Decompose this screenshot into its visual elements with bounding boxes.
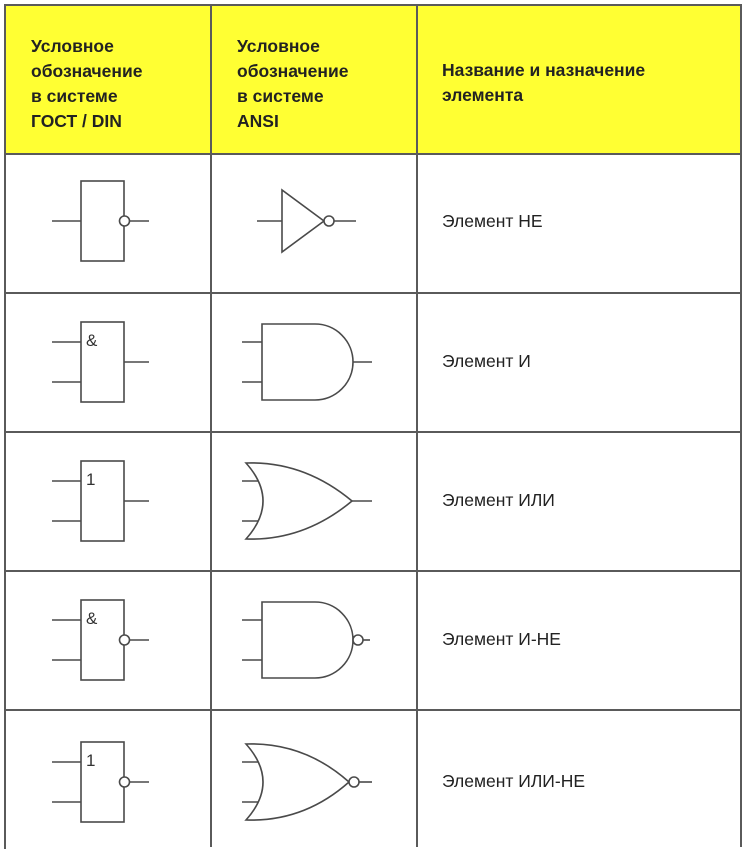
ansi-symbol-cell (212, 711, 418, 847)
logic-elements-table (4, 4, 742, 849)
gost-nor-symbol-icon (6, 711, 210, 847)
header-gost-label: Условное обозначение в системе ГОСТ / DIN (31, 36, 143, 131)
ansi-symbol-cell (212, 433, 418, 570)
gost-not-symbol-icon (6, 155, 210, 292)
table-row (6, 711, 742, 847)
ansi-not-gate-icon (212, 155, 416, 292)
name-cell (418, 433, 742, 570)
gost-nand-label: & (86, 609, 98, 628)
table-row (6, 155, 742, 294)
name-cell (418, 711, 742, 847)
table-header-row (6, 6, 742, 155)
header-name-label: Название и назначение элемента (442, 60, 646, 105)
gost-and-symbol-icon (6, 294, 210, 431)
name-cell (418, 572, 742, 709)
name-cell (418, 155, 742, 292)
header-cell-name (418, 6, 742, 153)
table-row (6, 433, 742, 572)
header-cell-ansi (212, 6, 418, 153)
ansi-symbol-cell (212, 155, 418, 292)
element-name: Элемент ИЛИ (442, 490, 555, 510)
gost-symbol-cell (6, 155, 212, 292)
gost-nor-label: 1 (86, 751, 96, 770)
table-row (6, 294, 742, 433)
gost-or-symbol-icon (6, 433, 210, 570)
element-name: Элемент НЕ (442, 211, 543, 231)
element-name: Элемент И-НЕ (442, 629, 561, 649)
element-name: Элемент И (442, 351, 531, 371)
header-ansi-label: Условное обозначение в системе ANSI (237, 36, 349, 131)
ansi-nor-gate-icon (212, 711, 416, 847)
table-row (6, 572, 742, 711)
header-cell-gost (6, 6, 212, 153)
ansi-and-gate-icon (212, 294, 416, 431)
ansi-symbol-cell (212, 294, 418, 431)
gost-nand-symbol-icon (6, 572, 210, 709)
element-name: Элемент ИЛИ-НЕ (442, 771, 586, 791)
gost-symbol-cell (6, 433, 212, 570)
name-cell (418, 294, 742, 431)
gost-symbol-cell (6, 711, 212, 847)
ansi-symbol-cell (212, 572, 418, 709)
ansi-nand-gate-icon (212, 572, 416, 709)
gost-and-label: & (86, 331, 98, 350)
ansi-or-gate-icon (212, 433, 416, 570)
gost-symbol-cell (6, 572, 212, 709)
gost-or-label: 1 (86, 470, 96, 489)
gost-symbol-cell (6, 294, 212, 431)
